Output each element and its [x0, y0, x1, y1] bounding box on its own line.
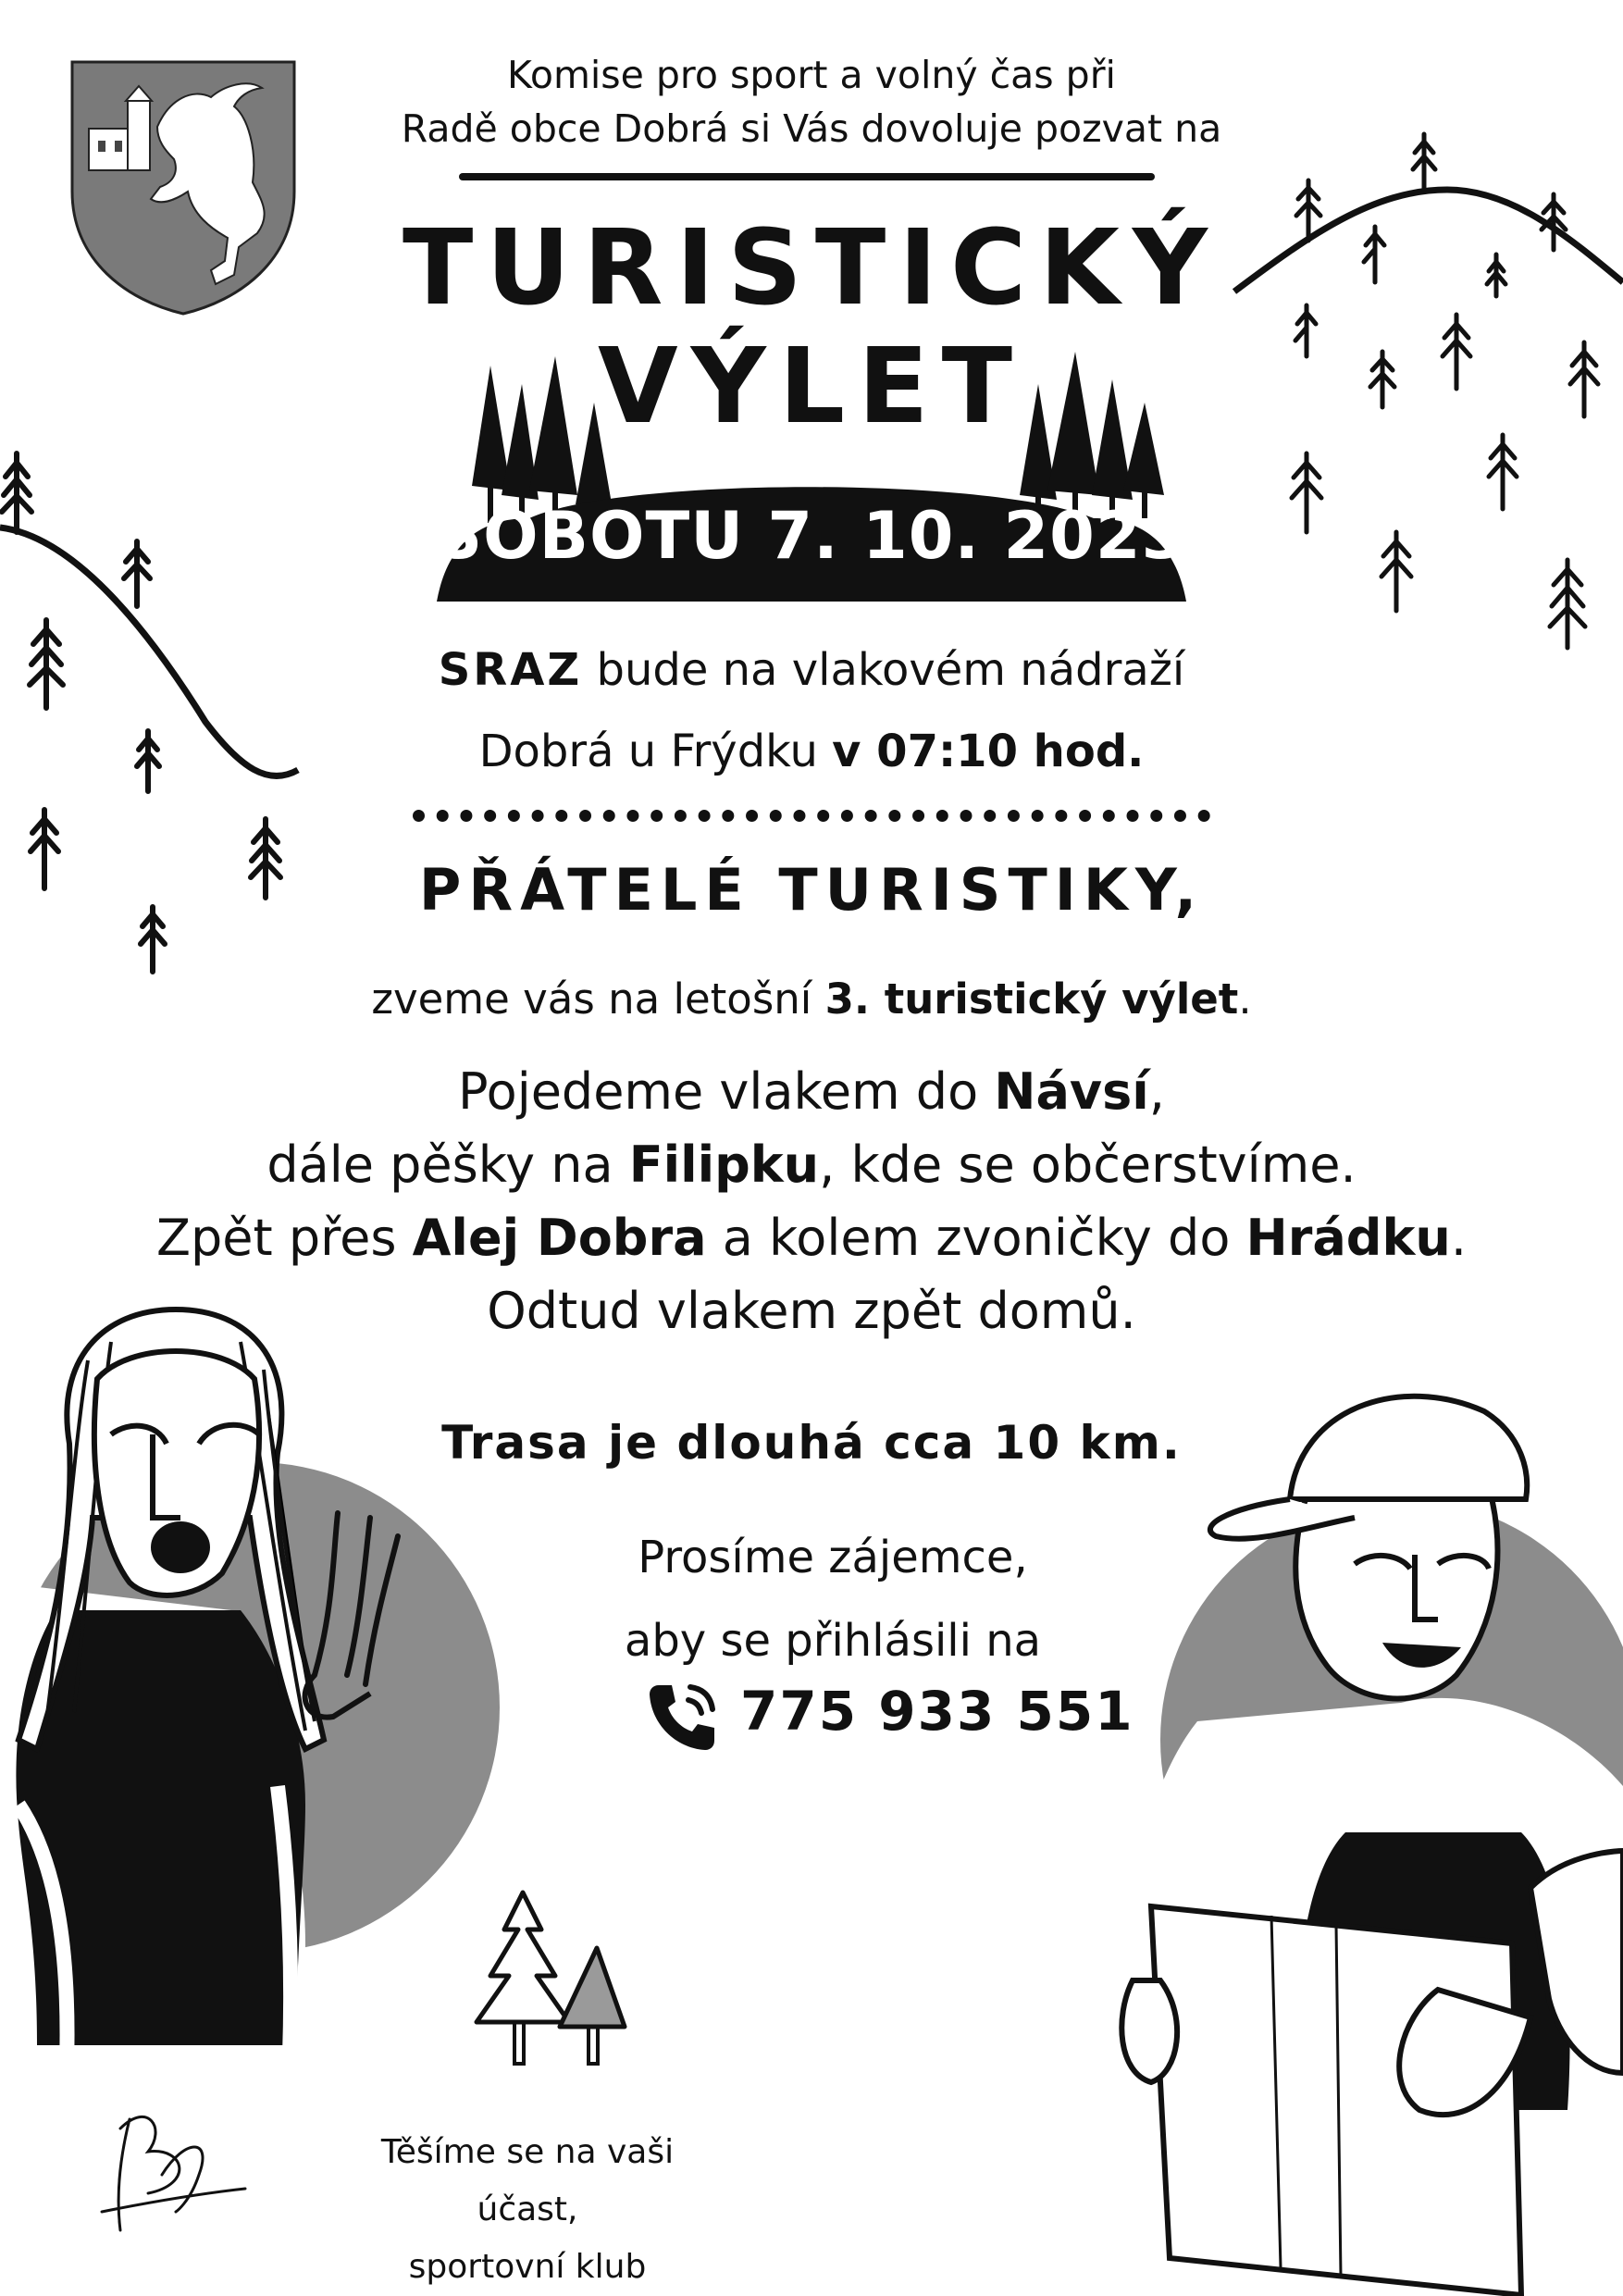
dotted-divider	[413, 810, 1210, 822]
distance-text: Trasa je dlouhá cca 10 km.	[441, 1416, 1182, 1470]
intro-line-2: Radě obce Dobrá si Vás dovoluje pozvat na	[401, 106, 1222, 151]
route-text-3c: a kolem zvoničky do	[706, 1209, 1246, 1267]
signature-icon	[93, 2101, 250, 2240]
title-line-1: TURISTICKÝ	[402, 208, 1221, 329]
girl-illustration	[0, 1305, 518, 2221]
meet-time: v 07:10 hod.	[832, 726, 1145, 777]
route-text-3a: Zpět přes	[155, 1209, 413, 1267]
phone-icon	[646, 1680, 720, 1754]
route-place-filipka: Filipku	[628, 1136, 820, 1194]
footer-line-1: Těšíme se na vaši účast,	[380, 2133, 675, 2228]
signup-line-1: Prosíme zájemce,	[638, 1532, 1028, 1583]
left-hill	[0, 444, 315, 981]
invite-pre: zveme vás na letošní	[371, 974, 825, 1024]
route-place-hradek: Hrádku	[1245, 1209, 1451, 1267]
signup-line-2: aby se přihlásili na	[624, 1615, 1042, 1667]
event-date: SOBOTU 7. 10. 2023	[435, 498, 1188, 574]
route-text-2a: dále pěšky na	[266, 1136, 629, 1194]
route-text-1c: ,	[1148, 1062, 1165, 1121]
route-text-3e: .	[1450, 1209, 1467, 1267]
route-place-alej: Alej Dobra	[412, 1209, 707, 1267]
meet-word-3: vlakovém nádraží	[791, 644, 1185, 696]
footer-text	[333, 2124, 722, 2296]
phone-number[interactable]: 775 933 551	[740, 1680, 1134, 1743]
tree-icon	[467, 1893, 625, 2096]
boy-illustration	[920, 1370, 1623, 2295]
invite-bold: 3. turistický výlet	[824, 974, 1239, 1024]
route-text-2c: , kde se občerstvíme.	[819, 1136, 1357, 1194]
meet-word-4: Dobrá u Frýdku	[478, 726, 833, 777]
route-text-4: Odtud vlakem zpět domů.	[487, 1282, 1136, 1340]
footer-line-2: sportovní klub	[408, 2248, 647, 2286]
greeting-heading: PŘÁTELÉ TURISTIKY,	[418, 856, 1205, 924]
meet-word-2: bude na	[582, 644, 792, 696]
route-place-navsi: Návsí	[994, 1062, 1149, 1121]
meet-word-1: SRAZ	[438, 644, 583, 696]
intro-line-1: Komise pro sport a volný čas při	[507, 53, 1116, 97]
title-line-2: VÝLET	[597, 327, 1026, 447]
divider-line	[459, 173, 1155, 180]
invite-post: .	[1238, 974, 1252, 1024]
route-text	[0, 1055, 1623, 1347]
route-text-1a: Pojedeme vlakem do	[458, 1062, 995, 1121]
right-hill	[1234, 134, 1623, 652]
